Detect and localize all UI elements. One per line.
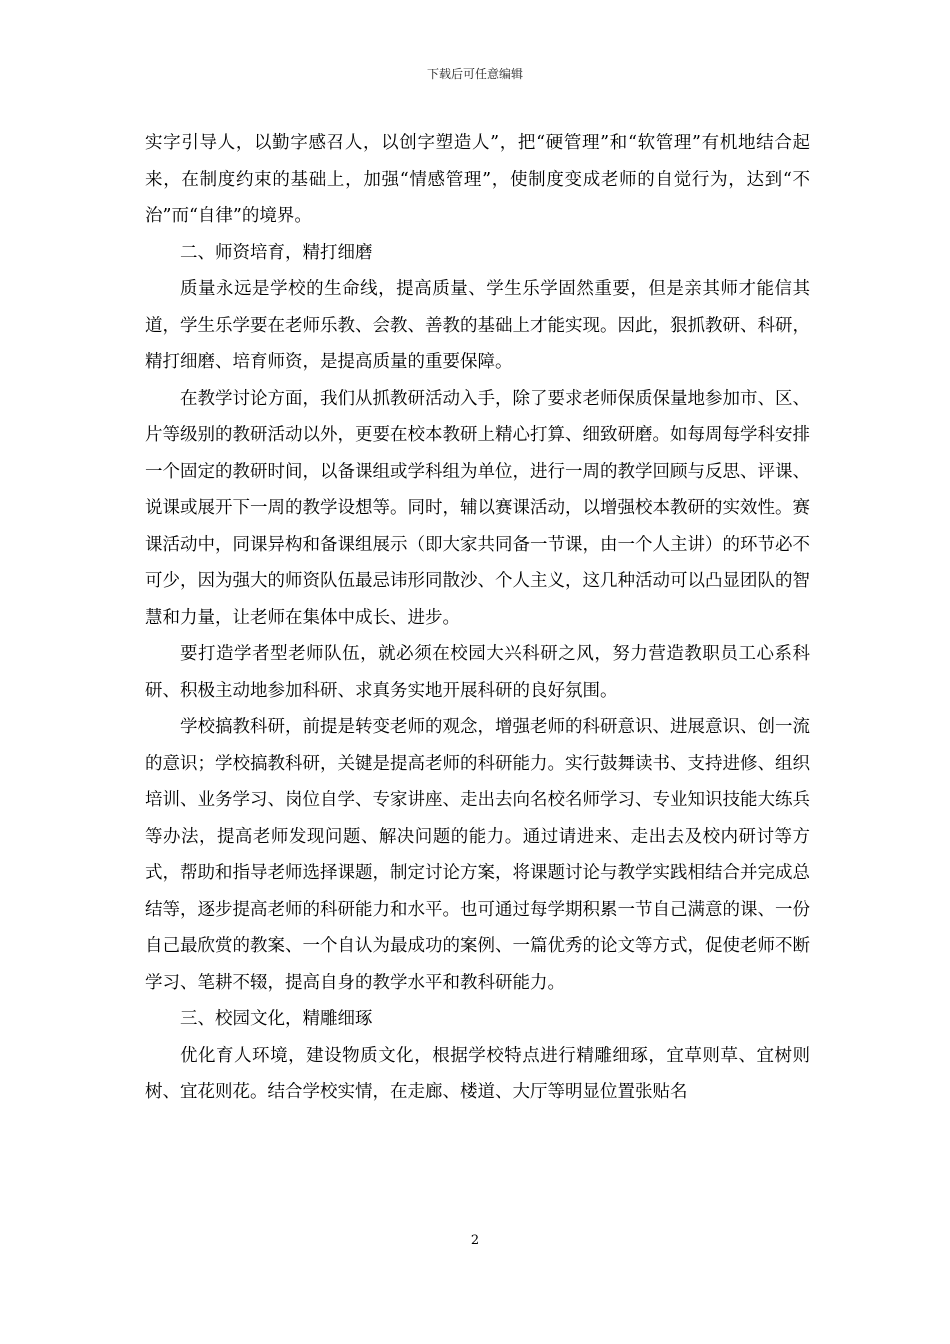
document-body (145, 125, 810, 1111)
paragraph-quality: 质量永远是学校的生命线，提高质量、学生乐学固然重要，但是亲其师才能信其道，学生乐学要在老师乐教、会教、善教的基础上才能实现。因此，狠抓教研、科研，精打细磨、培育师资，是提高质量的重要保障。 (145, 279, 810, 372)
section-heading-campus-culture: 三、校园文化，精雕细琢 (180, 1009, 373, 1029)
section-heading-teacher-training: 二、师资培育，精打细磨 (180, 242, 373, 263)
paragraph-continuation: 实字引导人，以勤字感召人，以创字塑造人”，把“硬管理”和“软管理”有机地结合起来，在制度约束的基础上，加强“情感管理”，使制度变成老师的自觉行为，达到“不治”而“自律”的境界。 (145, 133, 810, 226)
page-header: 下载后可任意编辑 (426, 67, 523, 81)
paragraph-scholar-teachers: 要打造学者型老师队伍，就必须在校园大兴科研之风，努力营造教职员工心系科研、积极主动地参加科研、求真务实地开展科研的良好氛围。 (145, 644, 810, 701)
paragraph-teaching-research: 在教学讨论方面，我们从抓教研活动入手，除了要求老师保质保量地参加市、区、片等级别的教研活动以外，更要在校本教研上精心打算、细致研磨。如每周每学科安排一个固定的教研时间，以备课组或学科组为单位，进行一周的教学回顾与反思、评课、说课或展开下一周的教学设想等。同时，辅以赛课活动，以增强校本教研的实效性。赛课活动中，同课异构和备课组展示（即大家共同备一节课，由一个人主讲）的环节必不可少，因为强大的师资队伍最忌讳形同散沙、个人主义，这几种活动可以凸显团队的智慧和力量，让老师在集体中成长、进步。 (145, 388, 810, 628)
page-number: 2 (470, 1233, 480, 1248)
paragraph-environment: 优化育人环境，建设物质文化，根据学校特点进行精雕细琢，宜草则草、宜树则树、宜花则花。结合学校实情，在走廊、楼道、大厅等明显位置张贴名 (145, 1045, 810, 1102)
paragraph-school-research: 学校搞教科研，前提是转变老师的观念，增强老师的科研意识、进展意识、创一流的意识；学校搞教科研，关键是提高老师的科研能力。实行鼓舞读书、支持进修、组织培训、业务学习、岗位自学、专家讲座、走出去向名校名师学习、专业知识技能大练兵等办法，提高老师发现问题、解决问题的能力。通过请进来、走出去及校内研讨等方式，帮助和指导老师选择课题，制定讨论方案，将课题讨论与教学实践相结合并完成总结等，逐步提高老师的科研能力和水平。也可通过每学期积累一节自己满意的课、一份自己最欣赏的教案、一个自认为最成功的案例、一篇优秀的论文等方式，促使老师不断学习、笔耕不辍，提高自身的教学水平和教科研能力。 (145, 717, 810, 993)
